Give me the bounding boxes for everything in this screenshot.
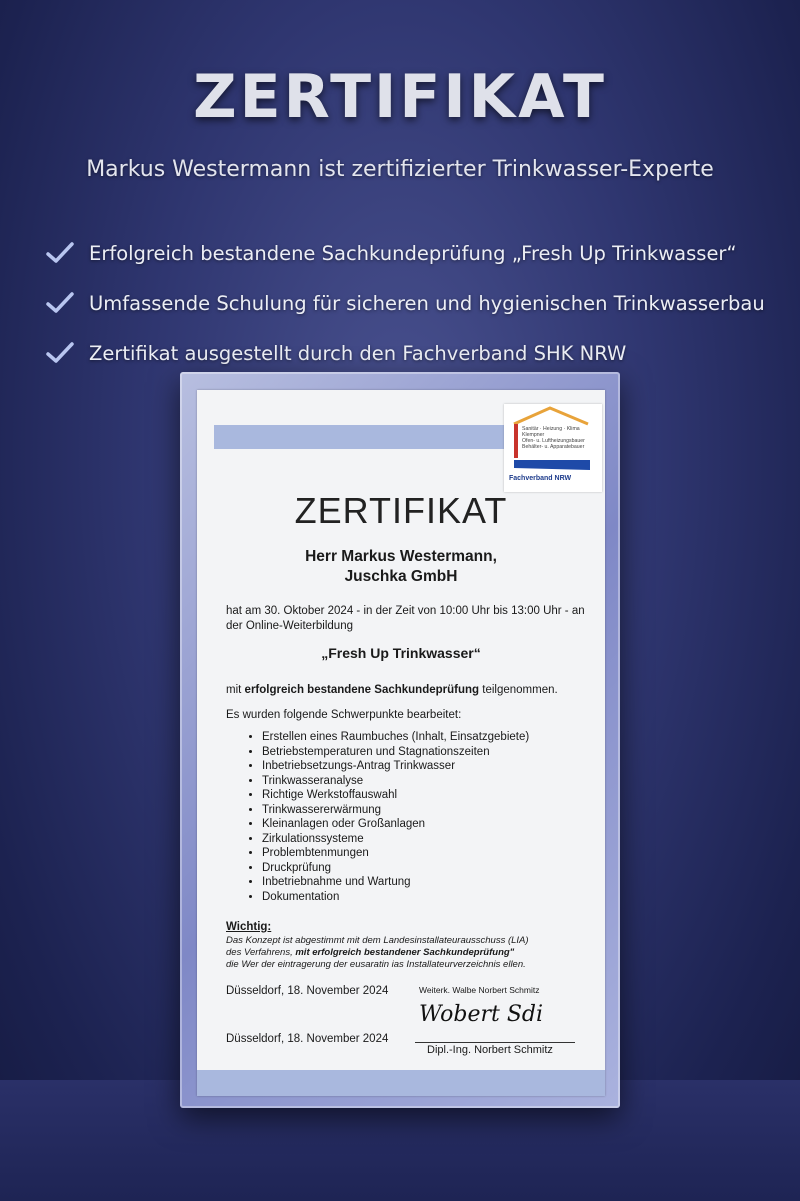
page-title: ZERTIFIKAT	[193, 62, 607, 132]
benefit-item	[45, 228, 765, 278]
recipient-name: Herr Markus Westermann,	[305, 548, 497, 565]
list-item: • Betriebstemperaturen und Stagnationszeiten	[262, 745, 529, 760]
certificate-title: ZERTIFIKAT	[294, 490, 508, 531]
list-item: • Trinkwasseranalyse	[262, 774, 529, 789]
benefit-item	[45, 278, 765, 328]
signer-caption: Weiterk. Walbe Norbert Schmitz	[419, 985, 540, 995]
benefit-item	[45, 328, 765, 378]
list-item: • Kleinanlagen oder Großanlagen	[262, 817, 529, 832]
course-name: „Fresh Up Trinkwasser“	[321, 645, 481, 661]
result-text: mit erfolgreich bestandene Sachkundeprüfung teilgenommen.	[226, 684, 558, 696]
list-item: • Dokumentation	[262, 890, 529, 905]
intro-text: hat am 30. Oktober 2024 - in der Zeit von 10:00 Uhr bis 13:00 Uhr - an der Online-Weiterbildung	[226, 605, 585, 632]
logo-association-name: Fachverband NRW	[509, 475, 572, 482]
bottom-color-band	[197, 1070, 605, 1096]
recipient	[197, 547, 605, 587]
topics-list	[244, 730, 529, 904]
top-color-band	[214, 425, 504, 449]
place-date: Düsseldorf, 18. November 2024	[226, 985, 389, 997]
certificate-document	[197, 390, 605, 1096]
place-date-2: Düsseldorf, 18. November 2024	[226, 1033, 389, 1045]
list-item: • Inbetriebsetzungs-Antrag Trinkwasser	[262, 759, 529, 774]
signature-line	[415, 1042, 575, 1043]
note-line: die Wer der eintragerung der eusaratin ias Installateurverzeichnis ellen.	[226, 958, 526, 970]
list-item: • Inbetriebnahme und Wartung	[262, 875, 529, 890]
topics-intro: Es wurden folgende Schwerpunkte bearbeitet:	[226, 709, 462, 721]
important-note	[226, 920, 596, 971]
list-item: • Druckprüfung	[262, 861, 529, 876]
list-item: • Erstellen eines Raumbuches (Inhalt, Einsatzgebiete)	[262, 730, 529, 745]
list-item: • Zirkulationssysteme	[262, 832, 529, 847]
signer-name: Dipl.-Ing. Norbert Schmitz	[427, 1044, 553, 1056]
note-line: Das Konzept ist abgestimmt mit dem Landesinstallateurausschuss (LIA)	[226, 934, 529, 946]
association-logo	[504, 404, 602, 492]
checkmark-icon	[45, 290, 75, 316]
benefit-text: Erfolgreich bestandene Sachkundeprüfung „Fresh Up Trinkwasser“	[89, 241, 737, 265]
logo-trades: Sanitär · Heizung · Klima Klempner Ofen- u. Luftheizungsbauer Behälter- u. Apparatebauer	[522, 426, 585, 450]
benefit-text: Umfassende Schulung für sicheren und hygienischen Trinkwasserbau	[89, 291, 765, 315]
list-item: • Problembtenmungen	[262, 846, 529, 861]
page-subtitle: Markus Westermann ist zertifizierter Trinkwasser-Experte	[86, 157, 714, 182]
list-item: • Richtige Werkstoffauswahl	[262, 788, 529, 803]
note-heading: Wichtig:	[226, 921, 272, 933]
checkmark-icon	[45, 340, 75, 366]
recipient-company: Juschka GmbH	[344, 568, 458, 585]
note-line: des Verfahrens, mit erfolgreich bestandener Sachkundeprüfung"	[226, 946, 515, 958]
checkmark-icon	[45, 240, 75, 266]
benefit-text: Zertifikat ausgestellt durch den Fachverband SHK NRW	[89, 341, 627, 365]
list-item: • Trinkwassererwärmung	[262, 803, 529, 818]
benefit-list	[45, 228, 765, 378]
signature: Wobert Sdi	[419, 1002, 544, 1027]
